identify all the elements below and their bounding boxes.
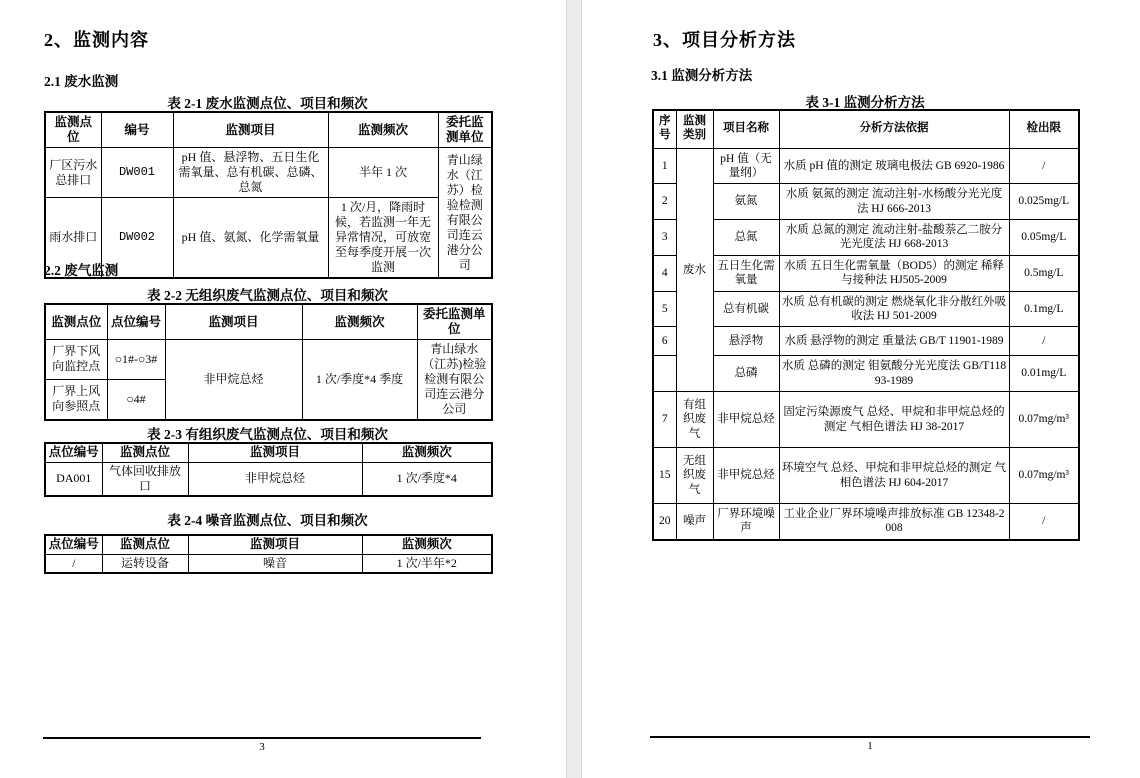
table-3-1 [652, 109, 1080, 541]
column-header: 委托监测单位 [417, 304, 492, 340]
table-header-row [45, 535, 492, 554]
cell-monitoring-item: 非甲烷总烃 [165, 340, 302, 421]
cell-seq: 15 [653, 448, 676, 504]
cell-item-name: 总氮 [713, 220, 779, 256]
column-header: 监测项目 [173, 112, 328, 148]
column-header: 序号 [653, 110, 676, 148]
cell-monitoring-point: 厂界下风向监控点 [45, 340, 107, 380]
column-header: 监测频次 [328, 112, 438, 148]
cell-seq: 3 [653, 220, 676, 256]
column-header: 检出限 [1009, 110, 1079, 148]
cell-method: 水质 氨氮的测定 流动注射-水杨酸分光光度法 HJ 666-2013 [779, 184, 1009, 220]
cell-item-name: 非甲烷总烃 [713, 448, 779, 504]
column-header: 监测点位 [45, 304, 107, 340]
table-2-4 [44, 534, 493, 574]
table-header-row [653, 110, 1079, 148]
cell-entrusted-unit: 青山绿水（江苏）检验检测有限公司连云港分公司 [438, 148, 492, 279]
cell-monitoring-point: 厂区污水总排口 [45, 148, 101, 198]
cell-frequency: 1 次/半年*2 [362, 554, 492, 573]
cell-monitoring-item: 噪音 [188, 554, 362, 573]
cell-method: 水质 悬浮物的测定 重量法 GB/T 11901-1989 [779, 327, 1009, 356]
column-header: 监测类别 [676, 110, 713, 148]
table-header-row [45, 112, 492, 148]
column-header: 点位编号 [45, 535, 102, 554]
cell-detection-limit: / [1009, 327, 1079, 356]
cell-frequency: 1 次/季度*4 季度 [302, 340, 417, 421]
cell-seq: 1 [653, 148, 676, 184]
table-row [653, 327, 1079, 356]
cell-item-name: 悬浮物 [713, 327, 779, 356]
cell-monitoring-items: pH 值、氨氮、化学需氧量 [173, 198, 328, 279]
table-row [653, 184, 1079, 220]
table-2-1-caption: 表 2-1 废水监测点位、项目和频次 [167, 96, 368, 111]
cell-item-name: 五日生化需氧量 [713, 255, 779, 291]
column-header: 分析方法依据 [779, 110, 1009, 148]
table-row [653, 504, 1079, 540]
cell-detection-limit: / [1009, 504, 1079, 540]
table-2-2 [44, 303, 493, 421]
cell-point-code: ○4# [107, 379, 165, 420]
cell-detection-limit: 0.05mg/L [1009, 220, 1079, 256]
cell-point-code: DA001 [45, 462, 102, 496]
cell-detection-limit: / [1009, 148, 1079, 184]
document-page-right [582, 0, 1140, 778]
cell-point-code: DW001 [101, 148, 173, 198]
table-row [653, 392, 1079, 448]
table-2-2-caption: 表 2-2 无组织废气监测点位、项目和频次 [147, 288, 388, 303]
cell-detection-limit: 0.5mg/L [1009, 255, 1079, 291]
cell-detection-limit: 0.07mg/m³ [1009, 392, 1079, 448]
table-row [653, 448, 1079, 504]
column-header: 监测点位 [102, 443, 188, 462]
table-header-row [45, 443, 492, 462]
table-row [45, 462, 492, 496]
cell-method: 水质 五日生化需氧量（BOD5）的测定 稀释与接种法 HJ505-2009 [779, 255, 1009, 291]
page-number: 3 [259, 741, 265, 753]
table-row [653, 255, 1079, 291]
cell-method: 环境空气 总烃、甲烷和非甲烷总烃的测定 气相色谱法 HJ 604-2017 [779, 448, 1009, 504]
column-header: 监测频次 [302, 304, 417, 340]
cell-point-code: DW002 [101, 198, 173, 279]
cell-item-name: pH 值（无量纲） [713, 148, 779, 184]
cell-monitoring-point: 运转设备 [102, 554, 188, 573]
cell-seq: 4 [653, 255, 676, 291]
table-2-3 [44, 442, 493, 497]
table-row [45, 340, 492, 380]
column-header: 点位编号 [45, 443, 102, 462]
column-header: 项目名称 [713, 110, 779, 148]
cell-monitoring-point: 气体回收排放口 [102, 462, 188, 496]
column-header: 监测项目 [188, 535, 362, 554]
cell-method: 水质 pH 值的测定 玻璃电极法 GB 6920-1986 [779, 148, 1009, 184]
cell-seq [653, 356, 676, 392]
column-header: 委托监测单位 [438, 112, 492, 148]
column-header: 监测项目 [188, 443, 362, 462]
table-header-row [45, 304, 492, 340]
cell-category: 无组织废气 [676, 448, 713, 504]
footer-rule [650, 736, 1090, 738]
cell-seq: 5 [653, 291, 676, 327]
cell-item-name: 总有机碳 [713, 291, 779, 327]
cell-detection-limit: 0.01mg/L [1009, 356, 1079, 392]
section-heading: 3、项目分析方法 [653, 30, 796, 50]
table-2-4-caption: 表 2-4 噪音监测点位、项目和频次 [167, 513, 368, 528]
cell-frequency: 1 次/月，降雨时候，若监测一年无异常情况，可放宽至每季度开展一次监测 [328, 198, 438, 279]
cell-category: 有组织废气 [676, 392, 713, 448]
cell-seq: 20 [653, 504, 676, 540]
column-header: 监测点位 [45, 112, 101, 148]
table-2-3-caption: 表 2-3 有组织废气监测点位、项目和频次 [147, 427, 388, 442]
cell-method: 固定污染源废气 总烃、甲烷和非甲烷总烃的测定 气相色谱法 HJ 38-2017 [779, 392, 1009, 448]
page-number: 1 [867, 740, 873, 752]
cell-frequency: 半年 1 次 [328, 148, 438, 198]
column-header: 编号 [101, 112, 173, 148]
cell-seq: 7 [653, 392, 676, 448]
cell-frequency: 1 次/季度*4 [362, 462, 492, 496]
cell-item-name: 氨氮 [713, 184, 779, 220]
cell-item-name: 总磷 [713, 356, 779, 392]
cell-point-code: ○1#-○3# [107, 340, 165, 380]
table-row [653, 356, 1079, 392]
subsection-heading-wastewater: 2.1 废水监测 [44, 74, 119, 89]
table-row [653, 291, 1079, 327]
page-gutter [566, 0, 582, 778]
cell-method: 水质 总磷的测定 钼氨酸分光光度法 GB/T11893-1989 [779, 356, 1009, 392]
column-header: 监测点位 [102, 535, 188, 554]
table-3-1-caption: 表 3-1 监测分析方法 [805, 95, 925, 110]
cell-detection-limit: 0.1mg/L [1009, 291, 1079, 327]
cell-seq: 6 [653, 327, 676, 356]
cell-point-code: / [45, 554, 102, 573]
table-2-1 [44, 111, 493, 279]
cell-monitoring-item: 非甲烷总烃 [188, 462, 362, 496]
cell-seq: 2 [653, 184, 676, 220]
subsection-heading-gas: 2.2 废气监测 [44, 263, 119, 278]
table-row [653, 148, 1079, 184]
cell-detection-limit: 0.07mg/m³ [1009, 448, 1079, 504]
cell-category: 噪声 [676, 504, 713, 540]
column-header: 监测项目 [165, 304, 302, 340]
table-row [653, 220, 1079, 256]
cell-category: 废水 [676, 148, 713, 392]
column-header: 监测频次 [362, 535, 492, 554]
cell-entrusted-unit: 青山绿水（江苏)检验检测有限公司连云港分公司 [417, 340, 492, 421]
cell-item-name: 厂界环境噪声 [713, 504, 779, 540]
table-row [45, 554, 492, 573]
cell-method: 水质 总有机碳的测定 燃烧氧化非分散红外吸收法 HJ 501-2009 [779, 291, 1009, 327]
cell-item-name: 非甲烷总烃 [713, 392, 779, 448]
cell-monitoring-point: 雨水排口 [45, 198, 101, 279]
cell-monitoring-point: 厂界上风向参照点 [45, 379, 107, 420]
document-page-left [0, 0, 566, 778]
footer-rule [43, 737, 481, 739]
cell-detection-limit: 0.025mg/L [1009, 184, 1079, 220]
table-row [45, 148, 492, 198]
column-header: 监测频次 [362, 443, 492, 462]
cell-monitoring-items: pH 值、悬浮物、五日生化需氧量、总有机碳、总磷、总氮 [173, 148, 328, 198]
section-heading: 2、监测内容 [44, 30, 149, 50]
column-header: 点位编号 [107, 304, 165, 340]
cell-method: 工业企业厂界环境噪声排放标准 GB 12348-2008 [779, 504, 1009, 540]
subsection-heading: 3.1 监测分析方法 [651, 68, 753, 83]
cell-method: 水质 总氮的测定 流动注射-盐酸萘乙二胺分光光度法 HJ 668-2013 [779, 220, 1009, 256]
